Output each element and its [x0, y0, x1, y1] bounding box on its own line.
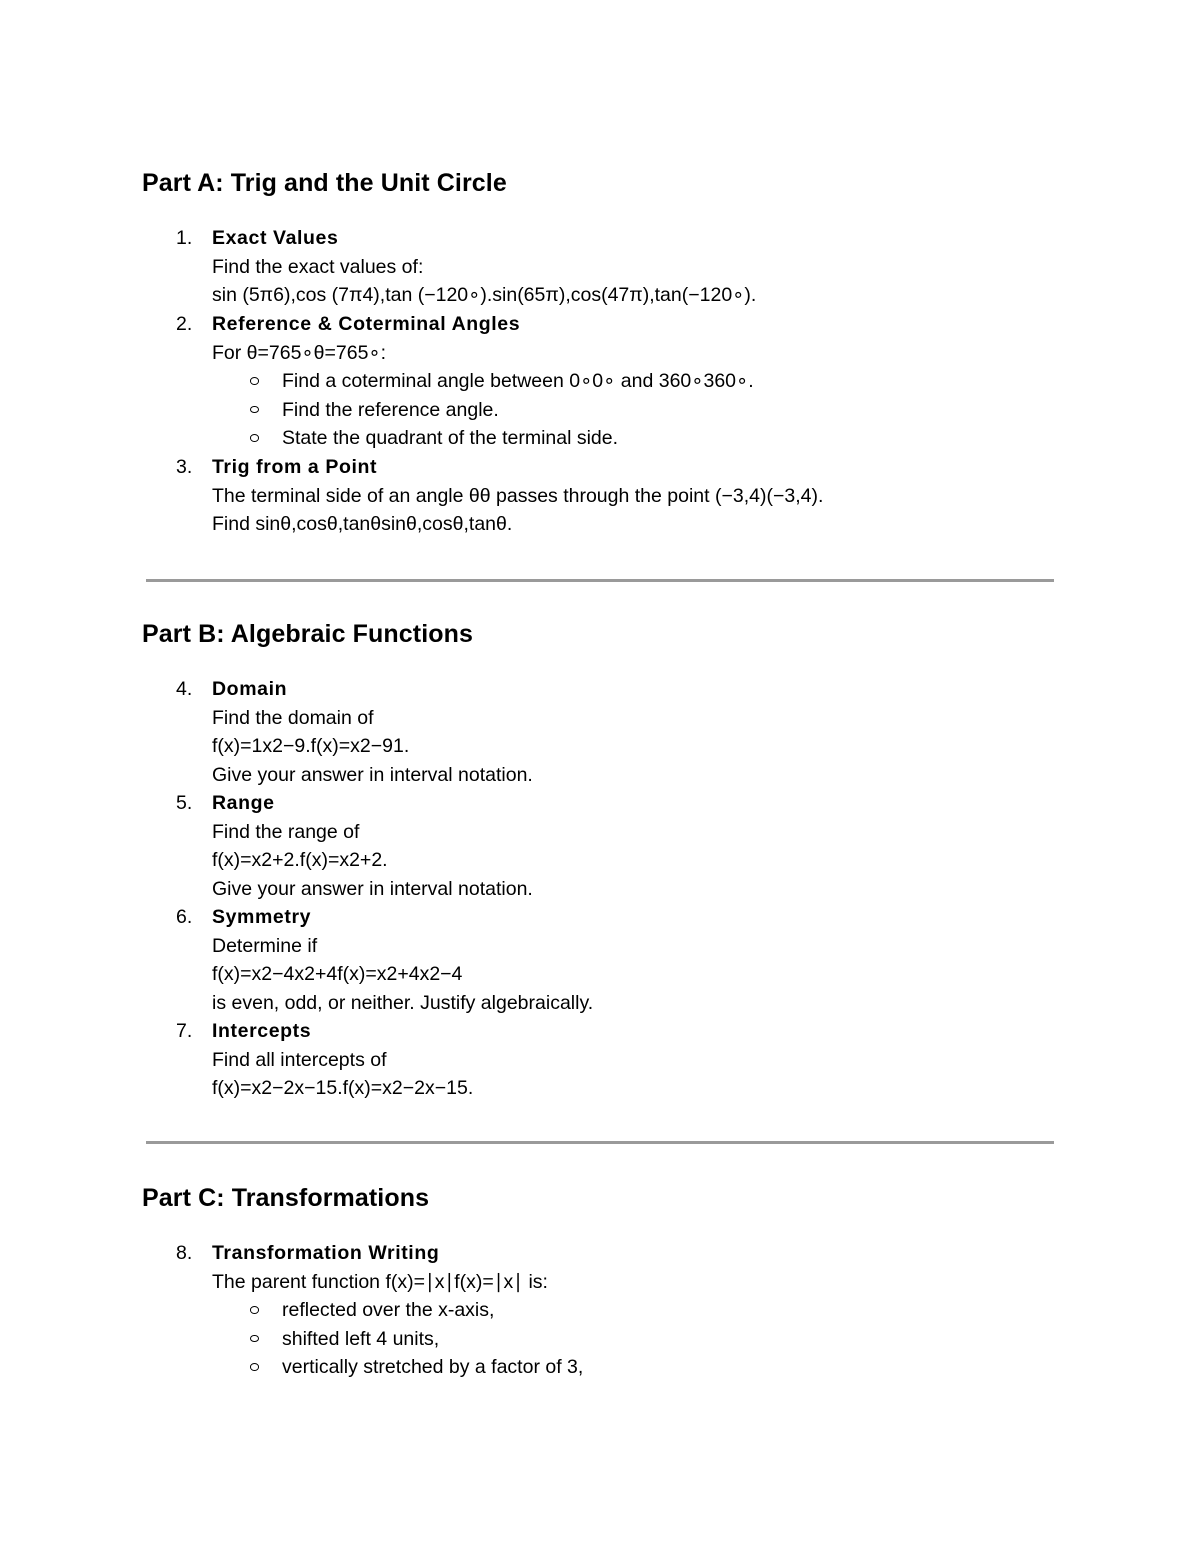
question-number: 7.	[176, 1020, 193, 1042]
question-text: Find the range of	[212, 820, 360, 843]
question-text: f(x)=x2−2x−15.f(x)=x2−2x−15.	[212, 1077, 474, 1099]
question-title: Exact Values	[212, 227, 339, 249]
hollow-bullet-icon	[250, 434, 259, 442]
question-text: f(x)=x2+2.f(x)=x2+2.	[212, 849, 388, 871]
question-text: The terminal side of an angle θθ passes through the point (−3,4)(−3,4).	[212, 484, 824, 507]
question-text: Find the domain of	[212, 706, 374, 729]
question-text: Give your answer in interval notation.	[212, 763, 533, 786]
bullet-item	[212, 396, 1092, 425]
question-number: 1.	[176, 227, 193, 249]
question-text: sin (5π6),cos (7π4),tan (−120∘).sin(65π),cos(47π),tan(−120∘).	[212, 284, 757, 306]
question-title: Transformation Writing	[212, 1242, 440, 1264]
hollow-bullet-icon	[250, 1306, 259, 1314]
question-title: Reference & Coterminal Angles	[212, 313, 521, 335]
question-title: Domain	[212, 678, 288, 700]
question-text: Find all intercepts of	[212, 1048, 387, 1071]
bullet-text: Find a coterminal angle between 0∘0∘ and 360∘360∘.	[282, 370, 754, 392]
question-text: Give your answer in interval notation.	[212, 877, 533, 900]
hollow-bullet-icon	[250, 1363, 259, 1371]
question-text: Find the exact values of:	[212, 255, 424, 278]
question-number: 4.	[176, 678, 193, 700]
section-divider	[146, 1141, 1054, 1144]
question-text: The parent function f(x)=∣x∣f(x)=∣x∣ is:	[212, 1270, 548, 1293]
question-text: f(x)=1x2−9.f(x)=x2−91.	[212, 735, 410, 757]
section-title-part-a: Part A: Trig and the Unit Circle	[142, 169, 507, 197]
question-number: 3.	[176, 456, 193, 478]
hollow-bullet-icon	[250, 406, 259, 414]
question-title: Range	[212, 792, 275, 814]
question-number: 5.	[176, 792, 193, 814]
question-title: Intercepts	[212, 1020, 312, 1042]
question-text: is even, odd, or neither. Justify algebraically.	[212, 991, 594, 1014]
question-text: For θ=765∘θ=765∘:	[212, 341, 387, 364]
bullet-text: vertically stretched by a factor of 3,	[282, 1356, 584, 1378]
bullet-item	[212, 1325, 1092, 1354]
bullet-text: Find the reference angle.	[282, 398, 499, 421]
section-title-part-c: Part C: Transformations	[142, 1184, 430, 1212]
bullet-text: State the quadrant of the terminal side.	[282, 427, 619, 449]
bullet-text: reflected over the x-axis,	[282, 1299, 495, 1321]
bullet-item	[212, 367, 1092, 396]
question-text: Determine if	[212, 934, 318, 957]
question-number: 8.	[176, 1242, 193, 1264]
hollow-bullet-icon	[250, 1335, 259, 1343]
question-number: 6.	[176, 906, 193, 928]
bullet-item	[212, 1353, 1092, 1382]
section-divider	[146, 579, 1054, 582]
bullet-text: shifted left 4 units,	[282, 1327, 440, 1350]
question-text: f(x)=x2−4x2+4f(x)=x2+4x2−4	[212, 963, 463, 985]
bullet-item	[212, 1296, 1092, 1325]
bullet-item	[212, 424, 1092, 453]
question-text: Find sinθ,cosθ,tanθsinθ,cosθ,tanθ.	[212, 513, 513, 535]
question-title: Symmetry	[212, 906, 312, 928]
section-title-part-b: Part B: Algebraic Functions	[142, 620, 473, 648]
question-title: Trig from a Point	[212, 456, 378, 478]
hollow-bullet-icon	[250, 377, 259, 385]
question-number: 2.	[176, 313, 193, 335]
